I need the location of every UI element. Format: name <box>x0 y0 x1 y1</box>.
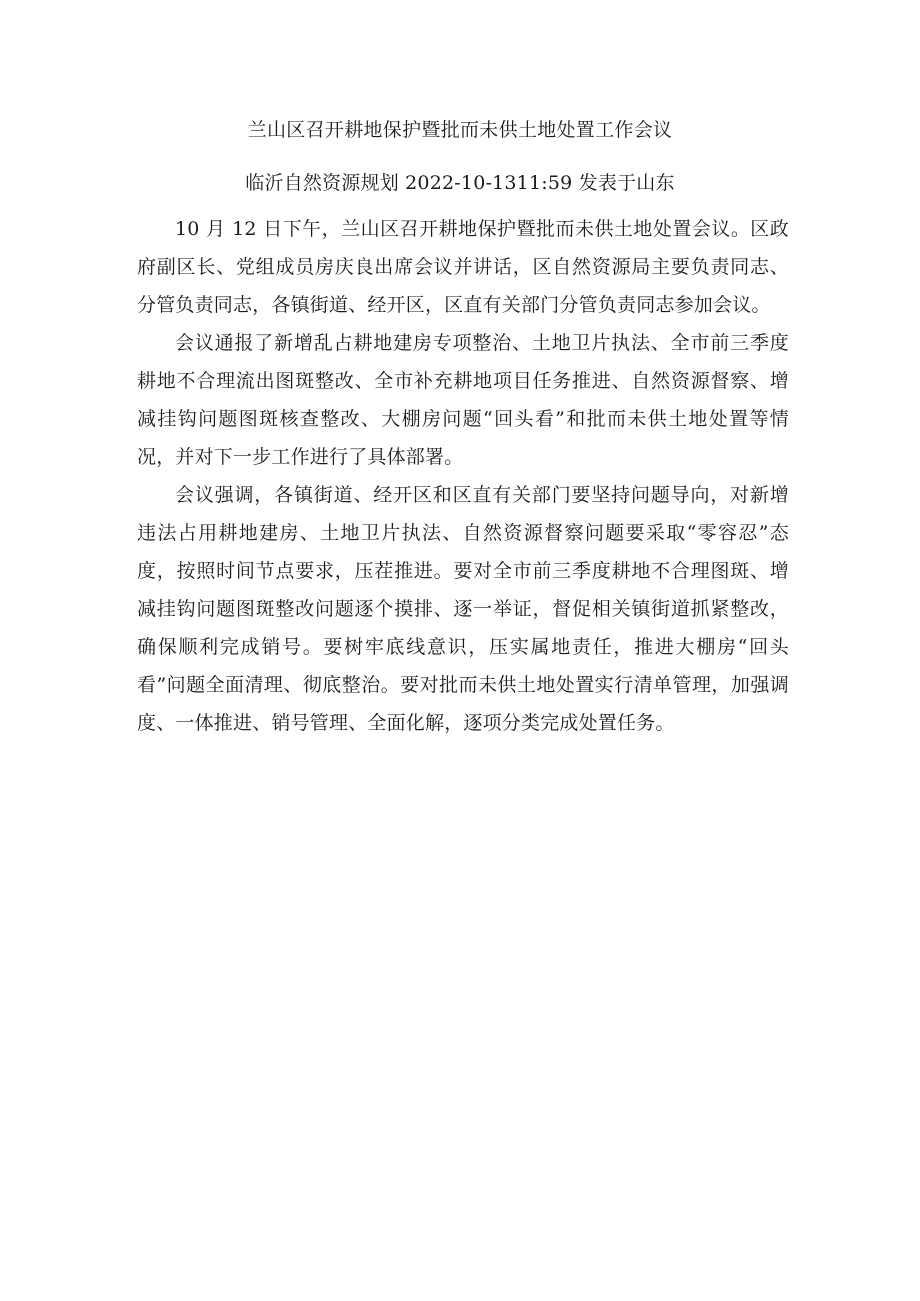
document-body <box>137 210 789 742</box>
source-line: 临沂自然资源规划 2022-10-1311:59 发表于山东 <box>245 172 675 194</box>
paragraph-3: 会议强调，各镇街道、经开区和区直有关部门要坚持问题导向，对新增违法占用耕地建房、土地卫片执法、自然资源督察问题要采取“零容忍”态度，按照时间节点要求，压茬推进。要对全市前三季度耕地不合理图斑、增减挂钩问题图斑整改问题逐个摸排、逐一举证，督促相关镇街道抓紧整改，确保顺利完成销号。要树牢底线意识，压实属地责任，推进大棚房“回头看”问题全面清理、彻底整治。要对批而未供土地处置实行清单管理，加强调度、一体推进、销号管理、全面化解，逐项分类完成处置任务。 <box>137 484 789 734</box>
paragraph-1: 10 月 12 日下午，兰山区召开耕地保护暨批而未供土地处置会议。区政府副区长、党组成员房庆良出席会议并讲话，区自然资源局主要负责同志、分管负责同志，各镇街道、经开区，区直有关部门分管负责同志参加会议。 <box>137 218 789 316</box>
document-title: 兰山区召开耕地保护暨批而未供土地处置工作会议 <box>247 119 673 141</box>
paragraph-2: 会议通报了新增乱占耕地建房专项整治、土地卫片执法、全市前三季度耕地不合理流出图斑整改、全市补充耕地项目任务推进、自然资源督察、增减挂钩问题图斑核查整改、大棚房问题“回头看”和批而未供土地处置等情况，并对下一步工作进行了具体部署。 <box>137 332 789 468</box>
